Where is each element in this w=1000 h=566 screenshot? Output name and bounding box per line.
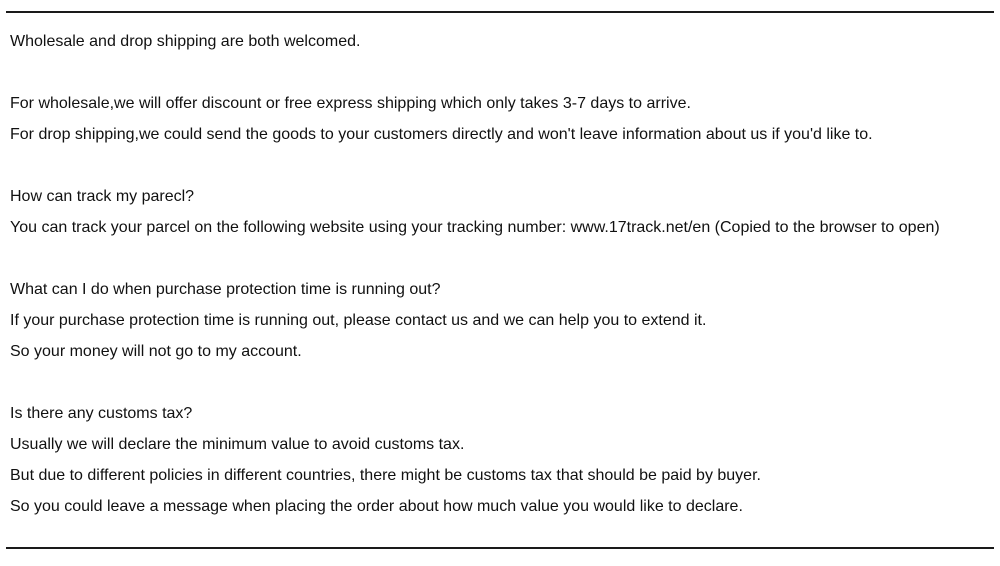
faq-answer-protection-1: If your purchase protection time is running out, please contact us and we can help you to extend it. (10, 312, 707, 329)
faq-question-tracking: How can track my parecl? (10, 188, 195, 205)
faq-answer-customs-3: So you could leave a message when placing the order about how much value you would like to declare. (10, 498, 743, 515)
top-divider (6, 11, 994, 13)
paragraph-gap (10, 248, 995, 279)
bottom-divider (6, 547, 994, 549)
drop-shipping-line: For drop shipping,we could send the goods to your customers directly and won't leave information about us if you'd like to. (10, 126, 873, 143)
faq-question-customs: Is there any customs tax? (10, 405, 193, 422)
wholesale-line: For wholesale,we will offer discount or free express shipping which only takes 3-7 days to arrive. (10, 95, 691, 112)
paragraph-gap (10, 155, 995, 186)
document-body (10, 31, 995, 527)
faq-question-protection: What can I do when purchase protection time is running out? (10, 281, 441, 298)
paragraph-gap (10, 372, 995, 403)
faq-answer-customs-2: But due to different policies in different countries, there might be customs tax that should be paid by buyer. (10, 467, 761, 484)
paragraph-gap (10, 62, 995, 93)
intro-line: Wholesale and drop shipping are both welcomed. (10, 33, 361, 50)
faq-answer-tracking: You can track your parcel on the following website using your tracking number: www.17track.net/en (Copied to the browser to open) (10, 219, 940, 236)
faq-answer-customs-1: Usually we will declare the minimum value to avoid customs tax. (10, 436, 465, 453)
faq-answer-protection-2: So your money will not go to my account. (10, 343, 302, 360)
